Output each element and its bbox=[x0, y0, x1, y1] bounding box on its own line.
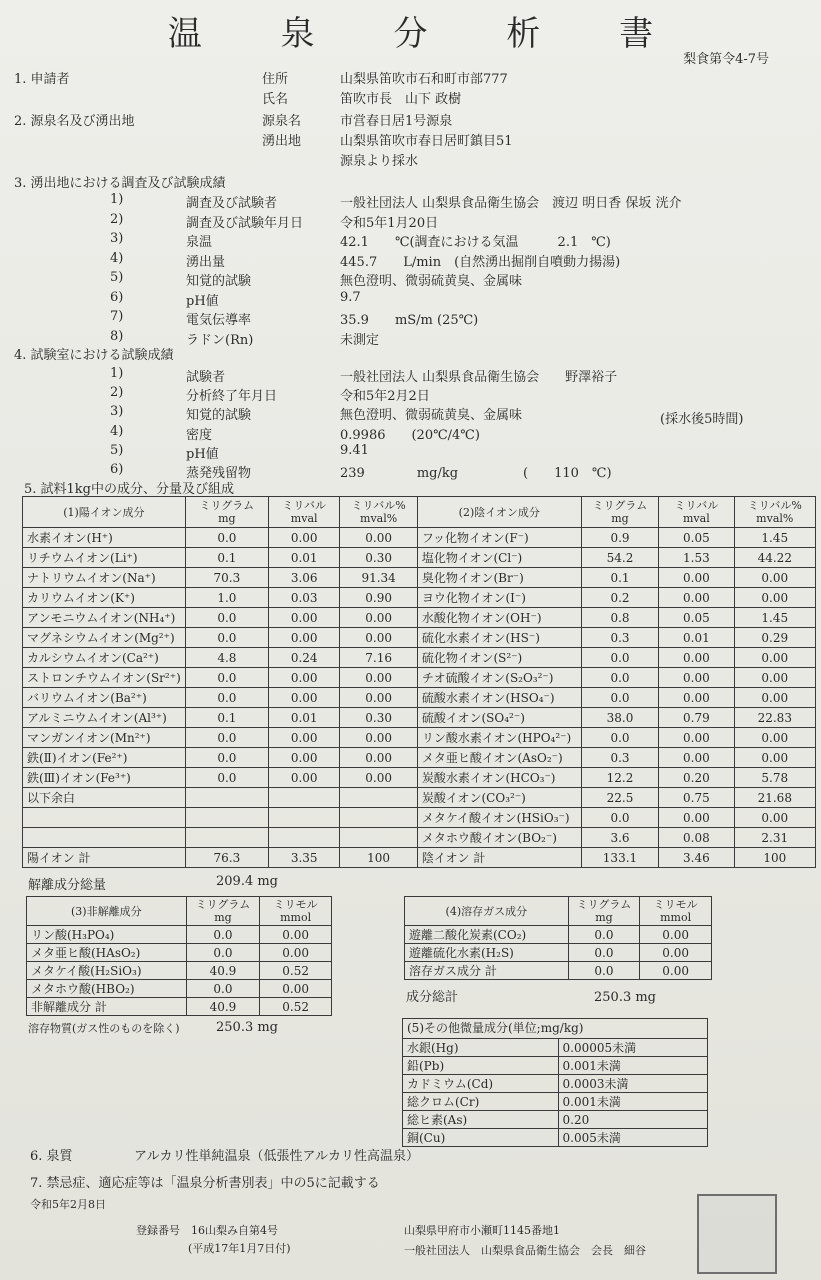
section-1-heading: 1. 申請者 bbox=[14, 72, 70, 87]
cation-value: 0.30 bbox=[340, 548, 417, 568]
field-label: 知覚的試験 bbox=[186, 408, 252, 424]
field-value: 一般社団法人 山梨県食品衛生協会 野澤裕子 bbox=[340, 370, 618, 385]
anion-name: 水酸化物イオン(OH⁻) bbox=[417, 608, 581, 628]
gas-table bbox=[404, 896, 712, 980]
official-seal bbox=[697, 1194, 777, 1274]
sampling-note: 源泉より採水 bbox=[340, 154, 419, 169]
table-row bbox=[23, 528, 816, 548]
table-row bbox=[23, 688, 816, 708]
cation-name: バリウムイオン(Ba²⁺) bbox=[23, 688, 186, 708]
section-7-text: 7. 禁忌症、適応症等は「温泉分析書別表」中の5に記載する bbox=[30, 1176, 380, 1191]
table-row bbox=[23, 808, 816, 828]
cation-value: 0.00 bbox=[268, 608, 339, 628]
trace-element-value: 0.00005未満 bbox=[558, 1039, 707, 1057]
table-row bbox=[23, 828, 816, 848]
table-row bbox=[23, 608, 816, 628]
anion-header-unit: ミリバル% mval% bbox=[734, 497, 815, 528]
anion-value: 3.6 bbox=[581, 828, 658, 848]
anion-value: 0.00 bbox=[659, 728, 734, 748]
trace-header: (5)その他微量成分(単位;mg/kg) bbox=[403, 1019, 708, 1039]
component-total-value: 250.3 mg bbox=[594, 990, 656, 1005]
anion-value: 0.00 bbox=[734, 588, 815, 608]
cation-value: 0.00 bbox=[340, 748, 417, 768]
anion-value: 0.00 bbox=[659, 668, 734, 688]
gas-header-cell: ミリグラム mg bbox=[568, 897, 640, 926]
anion-value: 0.00 bbox=[659, 568, 734, 588]
cation-name: マグネシウムイオン(Mg²⁺) bbox=[23, 628, 186, 648]
gas-name: 溶存ガス成分 計 bbox=[405, 962, 569, 980]
trace-element-value: 0.005未満 bbox=[558, 1129, 707, 1147]
nondiss-value: 0.52 bbox=[260, 998, 332, 1016]
dissociated-total-label: 解離成分総量 bbox=[28, 878, 107, 893]
field-label: 調査及び試験者 bbox=[186, 196, 278, 211]
trace-table bbox=[402, 1018, 708, 1147]
sampling-time-note: (採水後5時間) bbox=[660, 412, 744, 427]
table-row bbox=[23, 588, 816, 608]
cation-name: カリウムイオン(K⁺) bbox=[23, 588, 186, 608]
table-row bbox=[23, 728, 816, 748]
anion-value: 0.3 bbox=[581, 628, 658, 648]
cation-name: 陽イオン 計 bbox=[23, 848, 186, 868]
nondiss-value: 40.9 bbox=[186, 962, 260, 980]
cation-value: 0.0 bbox=[185, 728, 268, 748]
nondiss-name: メタ亜ヒ酸(HAsO₂) bbox=[27, 944, 187, 962]
cation-value: 7.16 bbox=[340, 648, 417, 668]
cation-value: 70.3 bbox=[185, 568, 268, 588]
field-label: 分析終了年月日 bbox=[186, 389, 278, 405]
table-row bbox=[23, 788, 816, 808]
field-number: 6) bbox=[110, 462, 124, 477]
nondiss-value: 0.00 bbox=[260, 944, 332, 962]
anion-value: 133.1 bbox=[581, 848, 658, 868]
field-number: 5) bbox=[110, 442, 124, 458]
anion-name: 硫化水素イオン(HS⁻) bbox=[417, 628, 581, 648]
field-label: 湧出量 bbox=[186, 254, 226, 270]
anion-value: 12.2 bbox=[581, 768, 658, 788]
anion-value: 5.78 bbox=[734, 768, 815, 788]
anion-name: 硫化物イオン(S²⁻) bbox=[417, 648, 581, 668]
source-name-value: 市営春日居1号源泉 bbox=[340, 114, 453, 129]
nondiss-value: 0.00 bbox=[260, 980, 332, 998]
name-label: 氏名 bbox=[262, 92, 289, 107]
anion-name: フッ化物イオン(F⁻) bbox=[417, 528, 581, 548]
field-number: 3) bbox=[110, 404, 124, 420]
table-row bbox=[23, 628, 816, 648]
field-label: 泉温 bbox=[186, 235, 213, 250]
trace-element-name: カドミウム(Cd) bbox=[403, 1075, 559, 1093]
anion-value: 0.00 bbox=[734, 688, 815, 708]
cation-name: 以下余白 bbox=[23, 788, 186, 808]
cation-value: 0.0 bbox=[185, 688, 268, 708]
cation-name: 鉄(Ⅲ)イオン(Fe³⁺) bbox=[23, 768, 186, 788]
cation-value: 76.3 bbox=[185, 848, 268, 868]
cation-value: 0.0 bbox=[185, 768, 268, 788]
field-label: 密度 bbox=[186, 427, 213, 443]
cation-value: 91.34 bbox=[340, 568, 417, 588]
anion-value: 0.1 bbox=[581, 568, 658, 588]
anion-value: 0.20 bbox=[659, 768, 734, 788]
cation-name: 鉄(Ⅱ)イオン(Fe²⁺) bbox=[23, 748, 186, 768]
trace-element-value: 0.001未満 bbox=[558, 1093, 707, 1111]
anion-value: 1.53 bbox=[659, 548, 734, 568]
field-value: 239 mg/kg ( 110 ℃) bbox=[340, 466, 612, 481]
field-number: 7) bbox=[110, 309, 124, 324]
gas-value: 0.0 bbox=[568, 962, 640, 980]
table-row bbox=[23, 768, 816, 788]
ion-table bbox=[22, 496, 816, 868]
field-label: ラドン(Rn) bbox=[186, 332, 254, 348]
anion-name: メタホウ酸イオン(BO₂⁻) bbox=[417, 828, 581, 848]
nondissociated-table bbox=[26, 896, 332, 1016]
trace-element-name: 総ヒ素(As) bbox=[403, 1111, 559, 1129]
anion-value: 54.2 bbox=[581, 548, 658, 568]
table-row bbox=[405, 926, 712, 944]
gas-value: 0.00 bbox=[640, 926, 712, 944]
anion-value: 0.0 bbox=[581, 808, 658, 828]
anion-value: 0.0 bbox=[581, 728, 658, 748]
field-number: 1) bbox=[110, 366, 124, 381]
cation-name: マンガンイオン(Mn²⁺) bbox=[23, 728, 186, 748]
anion-value: 0.8 bbox=[581, 608, 658, 628]
cation-value: 0.00 bbox=[340, 608, 417, 628]
gas-header-cell: ミリモル mmol bbox=[640, 897, 712, 926]
field-value: 9.7 bbox=[340, 289, 361, 305]
field-value: 無色澄明、微弱硫黄臭、金属味 bbox=[340, 408, 523, 424]
cation-value bbox=[268, 788, 339, 808]
name-value: 笛吹市長 山下 政樹 bbox=[340, 92, 462, 107]
table-row bbox=[403, 1129, 708, 1147]
nondiss-value: 0.0 bbox=[186, 944, 260, 962]
anion-value: 1.45 bbox=[734, 528, 815, 548]
anion-name: メタ亜ヒ酸イオン(AsO₂⁻) bbox=[417, 748, 581, 768]
anion-value: 3.46 bbox=[659, 848, 734, 868]
trace-element-value: 0.0003未満 bbox=[558, 1075, 707, 1093]
anion-value: 44.22 bbox=[734, 548, 815, 568]
section-3-heading: 3. 湧出地における調査及び試験成績 bbox=[14, 176, 226, 191]
section-5-heading: 5. 試料1kg中の成分、分量及び組成 bbox=[24, 482, 235, 497]
table-row bbox=[23, 708, 816, 728]
document-number: 梨食第令4-7号 bbox=[683, 52, 769, 67]
anion-value: 22.83 bbox=[734, 708, 815, 728]
anion-value: 0.75 bbox=[659, 788, 734, 808]
component-total-label: 成分総計 bbox=[406, 990, 459, 1005]
cation-value bbox=[268, 828, 339, 848]
cation-value: 3.35 bbox=[268, 848, 339, 868]
anion-value: 0.0 bbox=[581, 688, 658, 708]
cation-value: 0.00 bbox=[340, 528, 417, 548]
field-value: 未測定 bbox=[340, 332, 380, 348]
anion-value: 21.68 bbox=[734, 788, 815, 808]
source-location-value: 山梨県笛吹市春日居町鎮目51 bbox=[340, 134, 513, 149]
nondiss-value: 0.0 bbox=[186, 980, 260, 998]
trace-element-value: 0.20 bbox=[558, 1111, 707, 1129]
cation-value: 0.00 bbox=[268, 668, 339, 688]
gas-value: 0.0 bbox=[568, 944, 640, 962]
field-number: 4) bbox=[110, 423, 124, 439]
cation-value bbox=[185, 828, 268, 848]
dissolved-label: 溶存物質(ガス性のものを除く) bbox=[28, 1022, 180, 1035]
table-row bbox=[27, 944, 332, 962]
gas-value: 0.00 bbox=[640, 944, 712, 962]
trace-element-name: 総クロム(Cr) bbox=[403, 1093, 559, 1111]
issue-date: 令和5年2月8日 bbox=[30, 1198, 106, 1211]
table-row bbox=[27, 926, 332, 944]
table-row bbox=[403, 1111, 708, 1129]
field-value: 令和5年1月20日 bbox=[340, 215, 439, 231]
field-number: 3) bbox=[110, 231, 124, 246]
cation-name bbox=[23, 808, 186, 828]
field-number: 2) bbox=[110, 211, 124, 227]
field-label: 電気伝導率 bbox=[186, 313, 252, 328]
gas-name: 遊離二酸化炭素(CO₂) bbox=[405, 926, 569, 944]
cation-value: 0.00 bbox=[268, 768, 339, 788]
anion-header-unit: ミリグラム mg bbox=[581, 497, 658, 528]
cation-value bbox=[340, 828, 417, 848]
registration-date: (平成17年1月7日付) bbox=[188, 1242, 291, 1255]
field-number: 6) bbox=[110, 289, 124, 305]
anion-name: 硫酸水素イオン(HSO₄⁻) bbox=[417, 688, 581, 708]
cation-name: アルミニウムイオン(Al³⁺) bbox=[23, 708, 186, 728]
anion-name: 陰イオン 計 bbox=[417, 848, 581, 868]
anion-value: 22.5 bbox=[581, 788, 658, 808]
field-value: 42.1 ℃(調査における気温 2.1 ℃) bbox=[340, 235, 611, 250]
nondissociated-header bbox=[27, 897, 332, 926]
anion-value: 0.2 bbox=[581, 588, 658, 608]
cation-value: 0.30 bbox=[340, 708, 417, 728]
anion-value: 0.00 bbox=[734, 808, 815, 828]
gas-name: 遊離硫化水素(H₂S) bbox=[405, 944, 569, 962]
anion-value: 0.29 bbox=[734, 628, 815, 648]
nondiss-name: リン酸(H₃PO₄) bbox=[27, 926, 187, 944]
field-value: 0.9986 (20℃/4℃) bbox=[340, 427, 480, 443]
section-4-heading: 4. 試験室における試験成績 bbox=[14, 348, 174, 363]
table-row bbox=[403, 1039, 708, 1057]
cation-name bbox=[23, 828, 186, 848]
table-row bbox=[27, 998, 332, 1016]
nondiss-header-cell: (3)非解離成分 bbox=[27, 897, 187, 926]
cation-value: 0.00 bbox=[340, 688, 417, 708]
anion-value: 0.01 bbox=[659, 628, 734, 648]
gas-header bbox=[405, 897, 712, 926]
cation-value: 0.0 bbox=[185, 608, 268, 628]
dissolved-value: 250.3 mg bbox=[216, 1020, 278, 1035]
field-value: 一般社団法人 山梨県食品衛生協会 渡辺 明日香 保坂 洸介 bbox=[340, 196, 682, 211]
cation-name: カルシウムイオン(Ca²⁺) bbox=[23, 648, 186, 668]
cation-value bbox=[185, 788, 268, 808]
anion-value: 0.00 bbox=[659, 588, 734, 608]
cation-name: アンモニウムイオン(NH₄⁺) bbox=[23, 608, 186, 628]
spring-quality-value: アルカリ性単純温泉（低張性アルカリ性高温泉） bbox=[134, 1149, 419, 1164]
gas-value: 0.0 bbox=[568, 926, 640, 944]
source-location-label: 湧出地 bbox=[262, 134, 302, 149]
field-number: 4) bbox=[110, 250, 124, 266]
source-name-label: 源泉名 bbox=[262, 114, 302, 129]
cation-value bbox=[185, 808, 268, 828]
anion-value: 100 bbox=[734, 848, 815, 868]
address-value: 山梨県笛吹市石和町市部777 bbox=[340, 72, 508, 87]
anion-value: 1.45 bbox=[734, 608, 815, 628]
cation-header-unit: ミリグラム mg bbox=[185, 497, 268, 528]
nondiss-header-cell: ミリグラム mg bbox=[186, 897, 260, 926]
table-row bbox=[403, 1075, 708, 1093]
field-label: 知覚的試験 bbox=[186, 274, 252, 289]
anion-value: 0.08 bbox=[659, 828, 734, 848]
nondiss-name: 非解離成分 計 bbox=[27, 998, 187, 1016]
anion-name: リン酸水素イオン(HPO₄²⁻) bbox=[417, 728, 581, 748]
nondiss-value: 0.52 bbox=[260, 962, 332, 980]
anion-value: 0.00 bbox=[734, 668, 815, 688]
cation-value: 0.00 bbox=[340, 628, 417, 648]
table-row bbox=[403, 1057, 708, 1075]
cation-value: 0.00 bbox=[340, 668, 417, 688]
anion-value: 0.00 bbox=[659, 648, 734, 668]
anion-name: チオ硫酸イオン(S₂O₃²⁻) bbox=[417, 668, 581, 688]
field-label: 調査及び試験年月日 bbox=[186, 215, 304, 231]
cation-value: 0.00 bbox=[340, 728, 417, 748]
table-row bbox=[23, 648, 816, 668]
anion-value: 0.00 bbox=[659, 688, 734, 708]
field-value: 9.41 bbox=[340, 442, 369, 458]
field-number: 8) bbox=[110, 328, 124, 344]
table-row bbox=[403, 1093, 708, 1111]
anion-value: 0.79 bbox=[659, 708, 734, 728]
field-value: 令和5年2月2日 bbox=[340, 389, 430, 405]
cation-value: 0.0 bbox=[185, 528, 268, 548]
cation-value: 0.90 bbox=[340, 588, 417, 608]
cation-value: 0.00 bbox=[268, 688, 339, 708]
anion-header-unit: ミリバル mval bbox=[659, 497, 734, 528]
section-6-heading: 6. 泉質 bbox=[30, 1149, 73, 1164]
cation-value: 0.0 bbox=[185, 628, 268, 648]
anion-value: 38.0 bbox=[581, 708, 658, 728]
field-number: 5) bbox=[110, 270, 124, 285]
field-label: pH値 bbox=[186, 293, 219, 309]
cation-value: 0.00 bbox=[268, 528, 339, 548]
field-value: 無色澄明、微弱硫黄臭、金属味 bbox=[340, 274, 523, 289]
cation-value bbox=[340, 788, 417, 808]
field-label: 蒸発残留物 bbox=[186, 466, 252, 481]
cation-value: 0.01 bbox=[268, 548, 339, 568]
cation-name: リチウムイオン(Li⁺) bbox=[23, 548, 186, 568]
ion-table-header bbox=[23, 497, 816, 528]
anion-name: 塩化物イオン(Cl⁻) bbox=[417, 548, 581, 568]
field-number: 1) bbox=[110, 192, 124, 207]
cation-name: ナトリウムイオン(Na⁺) bbox=[23, 568, 186, 588]
field-number: 2) bbox=[110, 385, 124, 401]
nondiss-value: 0.00 bbox=[260, 926, 332, 944]
cation-value: 3.06 bbox=[268, 568, 339, 588]
table-row bbox=[23, 848, 816, 868]
table-row bbox=[27, 980, 332, 998]
table-row bbox=[23, 548, 816, 568]
field-value: 35.9 mS/m (25℃) bbox=[340, 313, 479, 328]
anion-name: 硫酸イオン(SO₄²⁻) bbox=[417, 708, 581, 728]
anion-value: 0.05 bbox=[659, 528, 734, 548]
cation-header-unit: ミリバル% mval% bbox=[340, 497, 417, 528]
nondiss-value: 0.0 bbox=[186, 926, 260, 944]
table-row bbox=[23, 668, 816, 688]
cation-name: ストロンチウムイオン(Sr²⁺) bbox=[23, 668, 186, 688]
field-value: 445.7 L/min (自然湧出掘削自噴動力揚湯) bbox=[340, 254, 621, 270]
cation-value bbox=[268, 808, 339, 828]
table-row bbox=[405, 944, 712, 962]
cation-value: 0.0 bbox=[185, 668, 268, 688]
anion-value: 0.00 bbox=[734, 748, 815, 768]
gas-header-cell: (4)溶存ガス成分 bbox=[405, 897, 569, 926]
anion-name: ヨウ化物イオン(I⁻) bbox=[417, 588, 581, 608]
cation-value: 0.24 bbox=[268, 648, 339, 668]
trace-element-name: 鉛(Pb) bbox=[403, 1057, 559, 1075]
trace-element-name: 銅(Cu) bbox=[403, 1129, 559, 1147]
anion-value: 0.0 bbox=[581, 648, 658, 668]
cation-name: 水素イオン(H⁺) bbox=[23, 528, 186, 548]
anion-value: 0.0 bbox=[581, 668, 658, 688]
gas-value: 0.00 bbox=[640, 962, 712, 980]
trace-element-name: 水銀(Hg) bbox=[403, 1039, 559, 1057]
field-label: pH値 bbox=[186, 446, 219, 462]
table-row bbox=[27, 962, 332, 980]
cation-value: 0.01 bbox=[268, 708, 339, 728]
anion-value: 0.00 bbox=[659, 748, 734, 768]
cation-value: 0.0 bbox=[185, 748, 268, 768]
field-label: 試験者 bbox=[186, 370, 226, 385]
anion-header-name: (2)陰イオン成分 bbox=[417, 497, 581, 528]
cation-value: 0.00 bbox=[340, 768, 417, 788]
registration-number: 登録番号 16山梨み自第4号 bbox=[136, 1224, 278, 1237]
nondiss-header-cell: ミリモル mmol bbox=[260, 897, 332, 926]
cation-value: 0.00 bbox=[268, 748, 339, 768]
nondiss-name: メタホウ酸(HBO₂) bbox=[27, 980, 187, 998]
section-2-heading: 2. 源泉名及び湧出地 bbox=[14, 114, 135, 129]
cation-value: 0.03 bbox=[268, 588, 339, 608]
nondiss-value: 40.9 bbox=[186, 998, 260, 1016]
issuer-address: 山梨県甲府市小瀬町1145番地1 bbox=[404, 1224, 560, 1237]
cation-value bbox=[340, 808, 417, 828]
anion-name: 臭化物イオン(Br⁻) bbox=[417, 568, 581, 588]
anion-value: 0.00 bbox=[734, 728, 815, 748]
cation-value: 0.1 bbox=[185, 548, 268, 568]
cation-header-unit: ミリバル mval bbox=[268, 497, 339, 528]
cation-value: 0.00 bbox=[268, 728, 339, 748]
address-label: 住所 bbox=[262, 72, 289, 87]
anion-value: 2.31 bbox=[734, 828, 815, 848]
anion-value: 0.00 bbox=[734, 648, 815, 668]
cation-value: 0.1 bbox=[185, 708, 268, 728]
anion-value: 0.3 bbox=[581, 748, 658, 768]
cation-value: 4.8 bbox=[185, 648, 268, 668]
nondiss-name: メタケイ酸(H₂SiO₃) bbox=[27, 962, 187, 980]
anion-value: 0.00 bbox=[659, 808, 734, 828]
cation-value: 1.0 bbox=[185, 588, 268, 608]
dissociated-total-value: 209.4 mg bbox=[216, 874, 278, 889]
cation-header-name: (1)陽イオン成分 bbox=[23, 497, 186, 528]
table-row bbox=[405, 962, 712, 980]
cation-value: 100 bbox=[340, 848, 417, 868]
anion-value: 0.00 bbox=[734, 568, 815, 588]
anion-value: 0.05 bbox=[659, 608, 734, 628]
trace-element-value: 0.001未満 bbox=[558, 1057, 707, 1075]
table-row bbox=[23, 748, 816, 768]
cation-value: 0.00 bbox=[268, 628, 339, 648]
document-title: 温 泉 分 析 書 bbox=[167, 14, 688, 54]
table-row bbox=[23, 568, 816, 588]
anion-name: 炭酸水素イオン(HCO₃⁻) bbox=[417, 768, 581, 788]
anion-name: 炭酸イオン(CO₃²⁻) bbox=[417, 788, 581, 808]
issuer-name: 一般社団法人 山梨県食品衛生協会 会長 細谷 bbox=[404, 1244, 646, 1257]
anion-value: 0.9 bbox=[581, 528, 658, 548]
anion-name: メタケイ酸イオン(HSiO₃⁻) bbox=[417, 808, 581, 828]
